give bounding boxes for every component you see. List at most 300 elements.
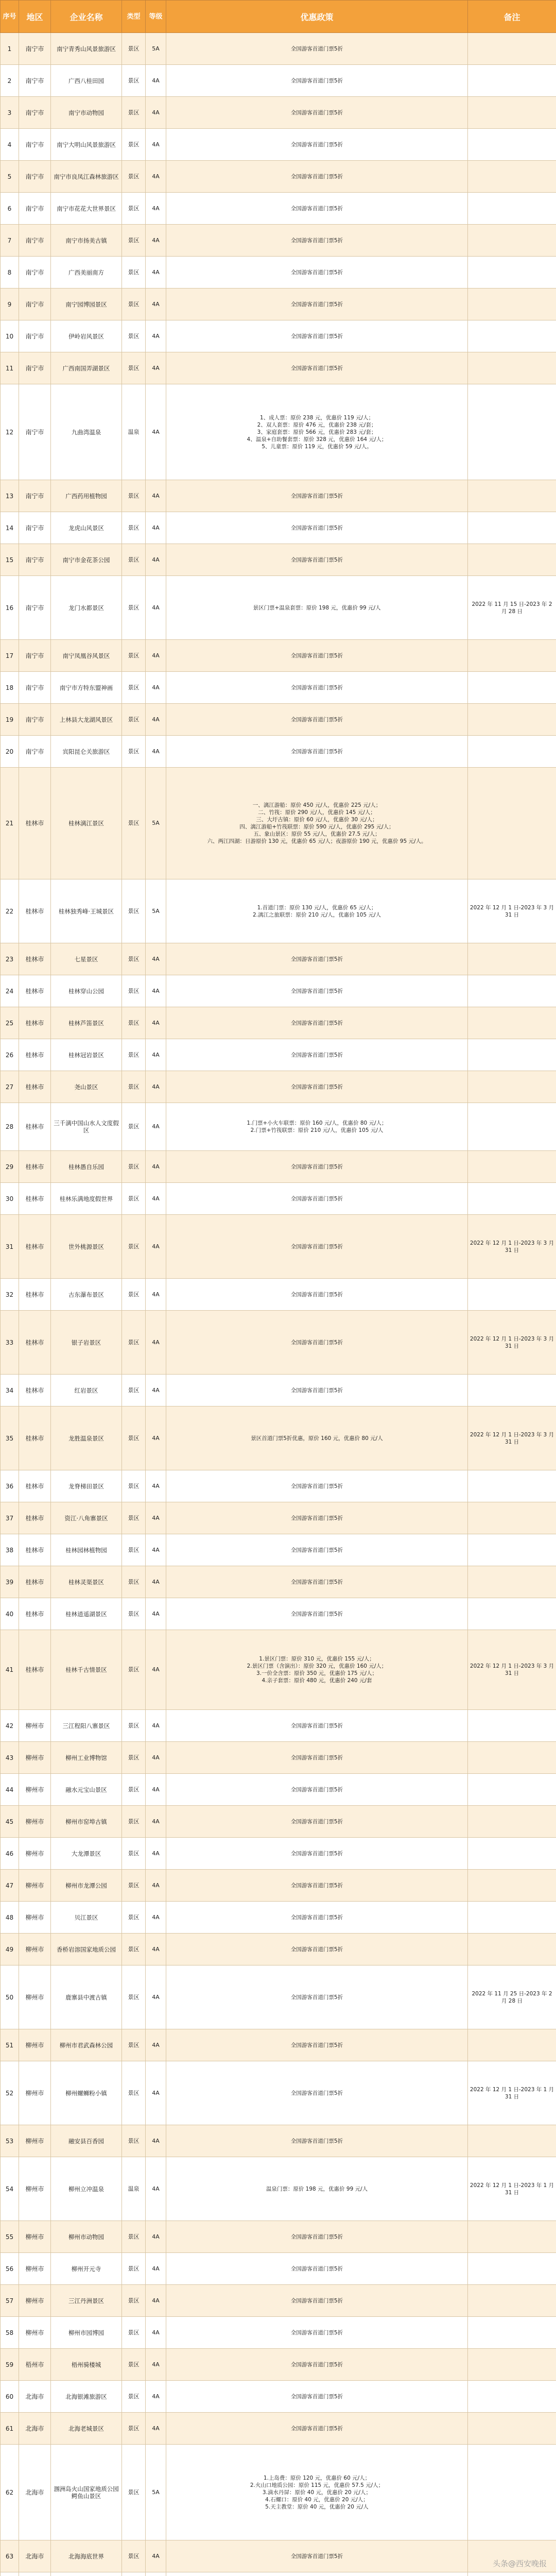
row-company-name: 南宁凤凰谷风景区 xyxy=(51,640,122,672)
row-policy: 全国游客首道门票5折 xyxy=(166,480,468,512)
row-city: 桂林市 xyxy=(19,1502,51,1534)
row-company-name: 三江程阳八寨景区 xyxy=(51,1710,122,1742)
row-number: 24 xyxy=(1,975,19,1007)
row-note xyxy=(468,1375,556,1406)
row-level: 4A xyxy=(146,512,166,544)
row-company-name: 南宁市良凤江森林旅游区 xyxy=(51,161,122,193)
row-note xyxy=(468,1183,556,1215)
row-level: 5A xyxy=(146,768,166,879)
row-city: 桂林市 xyxy=(19,1375,51,1406)
row-note xyxy=(468,1534,556,1566)
row-note xyxy=(468,2572,556,2576)
row-number: 1 xyxy=(1,33,19,65)
row-policy: 全国游客首道门票5折 xyxy=(166,1215,468,1279)
row-type: 温泉 xyxy=(122,384,146,480)
row-company-name: 贝江景区 xyxy=(51,1902,122,1934)
row-number: 31 xyxy=(1,1215,19,1279)
row-city: 桂林市 xyxy=(19,879,51,943)
table-row xyxy=(1,1806,556,1838)
table-row xyxy=(1,1151,556,1183)
table-row xyxy=(1,975,556,1007)
row-level: 4A xyxy=(146,576,166,640)
row-type: 景区 xyxy=(122,1103,146,1151)
row-city: 南宁市 xyxy=(19,161,51,193)
table-row xyxy=(1,2221,556,2253)
row-note xyxy=(468,384,556,480)
row-policy: 全国游客首道门票5折 xyxy=(166,1742,468,1774)
table-row xyxy=(1,1902,556,1934)
row-type: 景区 xyxy=(122,768,146,879)
row-number: 58 xyxy=(1,2317,19,2349)
table-row xyxy=(1,736,556,768)
table-row xyxy=(1,1566,556,1598)
row-type: 景区 xyxy=(122,1870,146,1902)
row-type xyxy=(122,2572,146,2576)
row-type: 景区 xyxy=(122,1534,146,1566)
table-row xyxy=(1,2029,556,2061)
row-number: 16 xyxy=(1,576,19,640)
row-company-name: 融水元宝山景区 xyxy=(51,1774,122,1806)
table-row xyxy=(1,1071,556,1103)
row-company-name: 桂林穿山公园 xyxy=(51,975,122,1007)
row-company-name: 北海老城景区 xyxy=(51,2413,122,2445)
row-company-name: 涠洲岛火山国家地质公园鳄鱼山景区 xyxy=(51,2445,122,2540)
row-type: 景区 xyxy=(122,1710,146,1742)
row-type: 景区 xyxy=(122,2381,146,2413)
table-row xyxy=(1,1103,556,1151)
row-note xyxy=(468,1806,556,1838)
row-company-name: 桂林园林植物园 xyxy=(51,1534,122,1566)
row-company-name: 南宁青秀山风景旅游区 xyxy=(51,33,122,65)
row-policy: 全国游客首道门票5折 xyxy=(166,1774,468,1806)
row-level: 4A xyxy=(146,1870,166,1902)
row-policy: 全国游客首道门票5折 xyxy=(166,1039,468,1071)
row-city: 南宁市 xyxy=(19,640,51,672)
row-company-name: 北海海底世界 xyxy=(51,2540,122,2572)
row-company-name: 南宁园博园景区 xyxy=(51,289,122,320)
row-note xyxy=(468,768,556,879)
row-level: 4A xyxy=(146,384,166,480)
row-city: 柳州市 xyxy=(19,1934,51,1965)
row-type: 景区 xyxy=(122,161,146,193)
row-policy: 全国游客首道门票5折 xyxy=(166,1902,468,1934)
row-number: 4 xyxy=(1,129,19,161)
row-company-name: 尧山景区 xyxy=(51,1071,122,1103)
row-number: 6 xyxy=(1,193,19,225)
row-note xyxy=(468,1071,556,1103)
row-city: 柳州市 xyxy=(19,1742,51,1774)
row-policy: 全国游客首道门票5折 xyxy=(166,2029,468,2061)
row-policy: 全国游客首道门票5折 xyxy=(166,97,468,129)
table-row xyxy=(1,1965,556,2029)
row-policy: 全国游客首道门票5折 xyxy=(166,320,468,352)
row-note xyxy=(468,704,556,736)
table-row xyxy=(1,2285,556,2317)
row-type: 景区 xyxy=(122,879,146,943)
table-row xyxy=(1,1502,556,1534)
row-policy: 全国游客首道门票5折 xyxy=(166,736,468,768)
row-note xyxy=(468,1870,556,1902)
row-note xyxy=(468,2381,556,2413)
table-row xyxy=(1,1710,556,1742)
row-type: 景区 xyxy=(122,1630,146,1710)
row-city: 桂林市 xyxy=(19,1279,51,1311)
row-number: 63 xyxy=(1,2540,19,2572)
row-city: 柳州市 xyxy=(19,1774,51,1806)
row-city: 南宁市 xyxy=(19,352,51,384)
row-city: 桂林市 xyxy=(19,1598,51,1630)
row-city: 南宁市 xyxy=(19,384,51,480)
row-type: 景区 xyxy=(122,1007,146,1039)
row-note: 2022 年 12 月 1 日-2023 年 1 月 31 日 xyxy=(468,2061,556,2125)
row-note xyxy=(468,2445,556,2540)
row-policy: 全国游客首道门票5折 xyxy=(166,257,468,289)
row-city: 柳州市 xyxy=(19,2029,51,2061)
row-city: 南宁市 xyxy=(19,257,51,289)
row-city: 桂林市 xyxy=(19,1470,51,1502)
row-number: 34 xyxy=(1,1375,19,1406)
row-note xyxy=(468,33,556,65)
col-header-note: 备注 xyxy=(468,1,556,33)
row-city: 南宁市 xyxy=(19,480,51,512)
row-company-name: 融安县百香园 xyxy=(51,2125,122,2157)
row-type: 景区 xyxy=(122,1406,146,1470)
row-number: 57 xyxy=(1,2285,19,2317)
row-number: 49 xyxy=(1,1934,19,1965)
row-company-name: 龙虎山风景区 xyxy=(51,512,122,544)
table-row xyxy=(1,1406,556,1470)
row-type: 景区 xyxy=(122,65,146,97)
row-city: 南宁市 xyxy=(19,544,51,576)
row-type: 温泉 xyxy=(122,2157,146,2221)
row-company-name: 伊岭岩风景区 xyxy=(51,320,122,352)
table-row xyxy=(1,1838,556,1870)
row-city: 桂林市 xyxy=(19,943,51,975)
row-type: 景区 xyxy=(122,1470,146,1502)
table-row xyxy=(1,1774,556,1806)
row-company-name: 龙脊梯田景区 xyxy=(51,1470,122,1502)
row-type: 景区 xyxy=(122,257,146,289)
row-level: 4A xyxy=(146,544,166,576)
row-note xyxy=(468,1103,556,1151)
table-row xyxy=(1,65,556,97)
table-row xyxy=(1,161,556,193)
row-city: 桂林市 xyxy=(19,1406,51,1470)
row-city: 北海市 xyxy=(19,2445,51,2540)
row-type: 景区 xyxy=(122,2317,146,2349)
row-note xyxy=(468,1934,556,1965)
table-row xyxy=(1,768,556,879)
row-type: 景区 xyxy=(122,704,146,736)
row-note: 2022 年 11 月 15 日-2023 年 2 月 28 日 xyxy=(468,576,556,640)
row-type: 景区 xyxy=(122,544,146,576)
row-type: 景区 xyxy=(122,1375,146,1406)
row-number: 59 xyxy=(1,2349,19,2381)
row-city: 柳州市 xyxy=(19,1806,51,1838)
row-city: 南宁市 xyxy=(19,129,51,161)
row-note xyxy=(468,289,556,320)
row-city: 桂林市 xyxy=(19,1039,51,1071)
row-level xyxy=(146,2572,166,2576)
row-policy: 全国游客首道门票5折 xyxy=(166,1375,468,1406)
row-level: 4A xyxy=(146,2125,166,2157)
row-company-name: 七星景区 xyxy=(51,943,122,975)
row-policy: 景区首道门票5折优惠，原价 160 元，优惠价 80 元/人 xyxy=(166,1406,468,1470)
row-city: 南宁市 xyxy=(19,33,51,65)
row-company-name: 大龙潭景区 xyxy=(51,1838,122,1870)
row-company-name: 梧州骑楼城 xyxy=(51,2349,122,2381)
table-row xyxy=(1,1470,556,1502)
row-type: 景区 xyxy=(122,320,146,352)
row-type: 景区 xyxy=(122,1311,146,1375)
row-type: 景区 xyxy=(122,672,146,704)
row-level: 4A xyxy=(146,1534,166,1566)
row-type: 景区 xyxy=(122,640,146,672)
row-level: 4A xyxy=(146,225,166,257)
table-row xyxy=(1,257,556,289)
row-city: 桂林市 xyxy=(19,1007,51,1039)
row-note xyxy=(468,1774,556,1806)
row-number: 39 xyxy=(1,1566,19,1598)
row-note xyxy=(468,161,556,193)
row-number: 26 xyxy=(1,1039,19,1071)
row-note: 2022 年 11 月 25 日-2023 年 2 月 28 日 xyxy=(468,1965,556,2029)
row-type: 景区 xyxy=(122,512,146,544)
row-policy: 全国游客首道门票5折 xyxy=(166,1534,468,1566)
row-type: 景区 xyxy=(122,33,146,65)
row-level: 5A xyxy=(146,879,166,943)
col-header-name: 企业名称 xyxy=(51,1,122,33)
row-company-name: 世外桃源景区 xyxy=(51,1215,122,1279)
row-company-name: 南宁大明山风景旅游区 xyxy=(51,129,122,161)
row-city: 柳州市 xyxy=(19,1710,51,1742)
row-note xyxy=(468,257,556,289)
row-type: 景区 xyxy=(122,2445,146,2540)
row-city: 桂林市 xyxy=(19,1566,51,1598)
row-policy: 全国游客首道门票5折 xyxy=(166,1598,468,1630)
row-note xyxy=(468,1838,556,1870)
row-type: 景区 xyxy=(122,1774,146,1806)
row-note xyxy=(468,943,556,975)
row-policy: 1.景区门票：原价 310 元，优惠价 155 元/人； 2.景区门票（含演出）：原价 320 元，优惠价 160 元/人； 3.一价全含票：原价 350 元，优惠价 175 元/人； 4.亲子套票：原价 480 元，优惠价 240 元/套 xyxy=(166,1630,468,1710)
table-row xyxy=(1,672,556,704)
row-city: 柳州市 xyxy=(19,1902,51,1934)
row-type: 景区 xyxy=(122,193,146,225)
row-city: 桂林市 xyxy=(19,1630,51,1710)
table-row xyxy=(1,2413,556,2445)
table-row xyxy=(1,2540,556,2572)
table-row xyxy=(1,384,556,480)
row-policy: 全国游客首道门票5折 xyxy=(166,225,468,257)
row-policy: 全国游客首道门票5折 xyxy=(166,193,468,225)
row-company-name: 柳州市动物园 xyxy=(51,2221,122,2253)
row-number: 5 xyxy=(1,161,19,193)
row-type: 景区 xyxy=(122,480,146,512)
row-note: 2022 年 12 月 1 日-2023 年 3 月 31 日 xyxy=(468,1406,556,1470)
row-company-name: 柳州工业博物馆 xyxy=(51,1742,122,1774)
row-policy: 全国游客首道门票5折 xyxy=(166,1470,468,1502)
row-company-name: 广西药用植物园 xyxy=(51,480,122,512)
row-policy: 全国游客首道门票5折 xyxy=(166,129,468,161)
row-city: 桂林市 xyxy=(19,1534,51,1566)
row-type: 景区 xyxy=(122,1598,146,1630)
row-number: 47 xyxy=(1,1870,19,1902)
table-row xyxy=(1,1183,556,1215)
table-row xyxy=(1,193,556,225)
row-level: 4A xyxy=(146,672,166,704)
watermark: 头条@西安晚报 xyxy=(492,2559,547,2568)
row-note xyxy=(468,65,556,97)
row-level: 4A xyxy=(146,1375,166,1406)
row-number: 53 xyxy=(1,2125,19,2157)
row-type: 景区 xyxy=(122,97,146,129)
row-type: 景区 xyxy=(122,289,146,320)
row-city: 北海市 xyxy=(19,2413,51,2445)
row-policy: 景区门票+温泉套票：原价 198 元，优惠价 99 元/人 xyxy=(166,576,468,640)
row-policy: 全国游客首道门票5折 xyxy=(166,1806,468,1838)
row-company-name: 北海银滩旅游区 xyxy=(51,2381,122,2413)
row-number: 3 xyxy=(1,97,19,129)
row-number: 32 xyxy=(1,1279,19,1311)
row-company-name: 南宁市方特东盟神画 xyxy=(51,672,122,704)
table-row xyxy=(1,879,556,943)
col-header-type: 类型 xyxy=(122,1,146,33)
row-number: 55 xyxy=(1,2221,19,2253)
row-note xyxy=(468,672,556,704)
row-type: 景区 xyxy=(122,1806,146,1838)
row-city: 柳州市 xyxy=(19,1838,51,1870)
table-row xyxy=(1,320,556,352)
table-row xyxy=(1,2349,556,2381)
row-type: 景区 xyxy=(122,1071,146,1103)
row-note xyxy=(468,1502,556,1534)
row-policy: 1.首道门票：原价 130 元/人，优惠价 65 元/人； 2.漓江之旅联票：原价 210 元/人，优惠价 105 元/人 xyxy=(166,879,468,943)
table-row xyxy=(1,97,556,129)
row-city: 南宁市 xyxy=(19,576,51,640)
row-number: 8 xyxy=(1,257,19,289)
row-company-name: 广西美丽南方 xyxy=(51,257,122,289)
table-row xyxy=(1,1870,556,1902)
row-number: 45 xyxy=(1,1806,19,1838)
row-level: 4A xyxy=(146,257,166,289)
row-type: 景区 xyxy=(122,943,146,975)
row-level: 4A xyxy=(146,289,166,320)
row-number: 7 xyxy=(1,225,19,257)
row-level: 4A xyxy=(146,1902,166,1934)
row-level: 4A xyxy=(146,1566,166,1598)
row-note xyxy=(468,1470,556,1502)
row-note xyxy=(468,2285,556,2317)
table-row xyxy=(1,704,556,736)
row-company-name: 南宁市金花茶公园 xyxy=(51,544,122,576)
row-note: 2022 年 12 月 1 日-2023 年 1 月 31 日 xyxy=(468,2157,556,2221)
row-company-name: 桂林千古情景区 xyxy=(51,1630,122,1710)
row-policy: 全国游客首道门票5折 xyxy=(166,2221,468,2253)
table-row xyxy=(1,1375,556,1406)
row-level: 4A xyxy=(146,1774,166,1806)
row-note xyxy=(468,2253,556,2285)
table-row xyxy=(1,943,556,975)
row-number: 11 xyxy=(1,352,19,384)
row-level: 4A xyxy=(146,1806,166,1838)
row-note xyxy=(468,1598,556,1630)
row-note xyxy=(468,1742,556,1774)
row-note: 2022 年 12 月 1 日-2023 年 3 月 31 日 xyxy=(468,1311,556,1375)
row-city: 南宁市 xyxy=(19,704,51,736)
row-type: 景区 xyxy=(122,1838,146,1870)
row-number: 22 xyxy=(1,879,19,943)
col-header-city: 地区 xyxy=(19,1,51,33)
row-number: 12 xyxy=(1,384,19,480)
row-company-name: 桂林芦笛景区 xyxy=(51,1007,122,1039)
row-number: 46 xyxy=(1,1838,19,1870)
table-row xyxy=(1,2317,556,2349)
row-company-name: 柳州市君武森林公园 xyxy=(51,2029,122,2061)
table-row xyxy=(1,1742,556,1774)
row-number: 50 xyxy=(1,1965,19,2029)
row-city: 南宁市 xyxy=(19,736,51,768)
row-note xyxy=(468,1566,556,1598)
row-company-name: 广西南国弄湖景区 xyxy=(51,352,122,384)
row-level: 4A xyxy=(146,2540,166,2572)
row-number: 2 xyxy=(1,65,19,97)
row-company-name: 广西八桂田园 xyxy=(51,65,122,97)
row-company-name: 南宁市扬美古镇 xyxy=(51,225,122,257)
row-company-name: 宾阳昆仑关旅游区 xyxy=(51,736,122,768)
row-city: 桂林市 xyxy=(19,1311,51,1375)
row-level: 4A xyxy=(146,1934,166,1965)
row-policy: 全国游客首道门票5折 xyxy=(166,704,468,736)
row-level: 4A xyxy=(146,2349,166,2381)
row-city: 柳州市 xyxy=(19,2317,51,2349)
row-type: 景区 xyxy=(122,2349,146,2381)
row-company-name: 南宁市动物园 xyxy=(51,97,122,129)
row-level: 4A xyxy=(146,2317,166,2349)
row-number: 15 xyxy=(1,544,19,576)
row-type: 景区 xyxy=(122,1566,146,1598)
row-company-name: 桂林愚自乐园 xyxy=(51,1151,122,1183)
row-number: 42 xyxy=(1,1710,19,1742)
row-type: 景区 xyxy=(122,2061,146,2125)
row-number: 48 xyxy=(1,1902,19,1934)
row-type: 景区 xyxy=(122,2125,146,2157)
row-number: 37 xyxy=(1,1502,19,1534)
row-policy: 1.门票+小火车联票：原价 160 元/人，优惠价 80 元/人； 2.门票+竹筏联票：原价 210 元/人，优惠价 105 元/人 xyxy=(166,1103,468,1151)
row-note xyxy=(468,225,556,257)
row-number: 62 xyxy=(1,2445,19,2540)
row-level: 4A xyxy=(146,2029,166,2061)
row-type: 景区 xyxy=(122,2540,146,2572)
row-level: 4A xyxy=(146,1965,166,2029)
row-level: 4A xyxy=(146,1838,166,1870)
row-city: 南宁市 xyxy=(19,672,51,704)
row-number: 33 xyxy=(1,1311,19,1375)
row-note xyxy=(468,2317,556,2349)
row-company-name: 柳州市园博园 xyxy=(51,2317,122,2349)
row-policy: 全国游客首道门票5折 xyxy=(166,672,468,704)
row-policy: 全国游客首道门票5折 xyxy=(166,2253,468,2285)
row-type: 景区 xyxy=(122,576,146,640)
row-policy: 全国游客首道门票5折 xyxy=(166,975,468,1007)
table-row xyxy=(1,512,556,544)
row-policy: 全国游客首道门票5折 xyxy=(166,1965,468,2029)
row-number: 61 xyxy=(1,2413,19,2445)
row-company-name: 桂林漓江景区 xyxy=(51,768,122,879)
row-note xyxy=(468,640,556,672)
row-number: 44 xyxy=(1,1774,19,1806)
header-row xyxy=(1,1,556,33)
row-note xyxy=(468,1279,556,1311)
